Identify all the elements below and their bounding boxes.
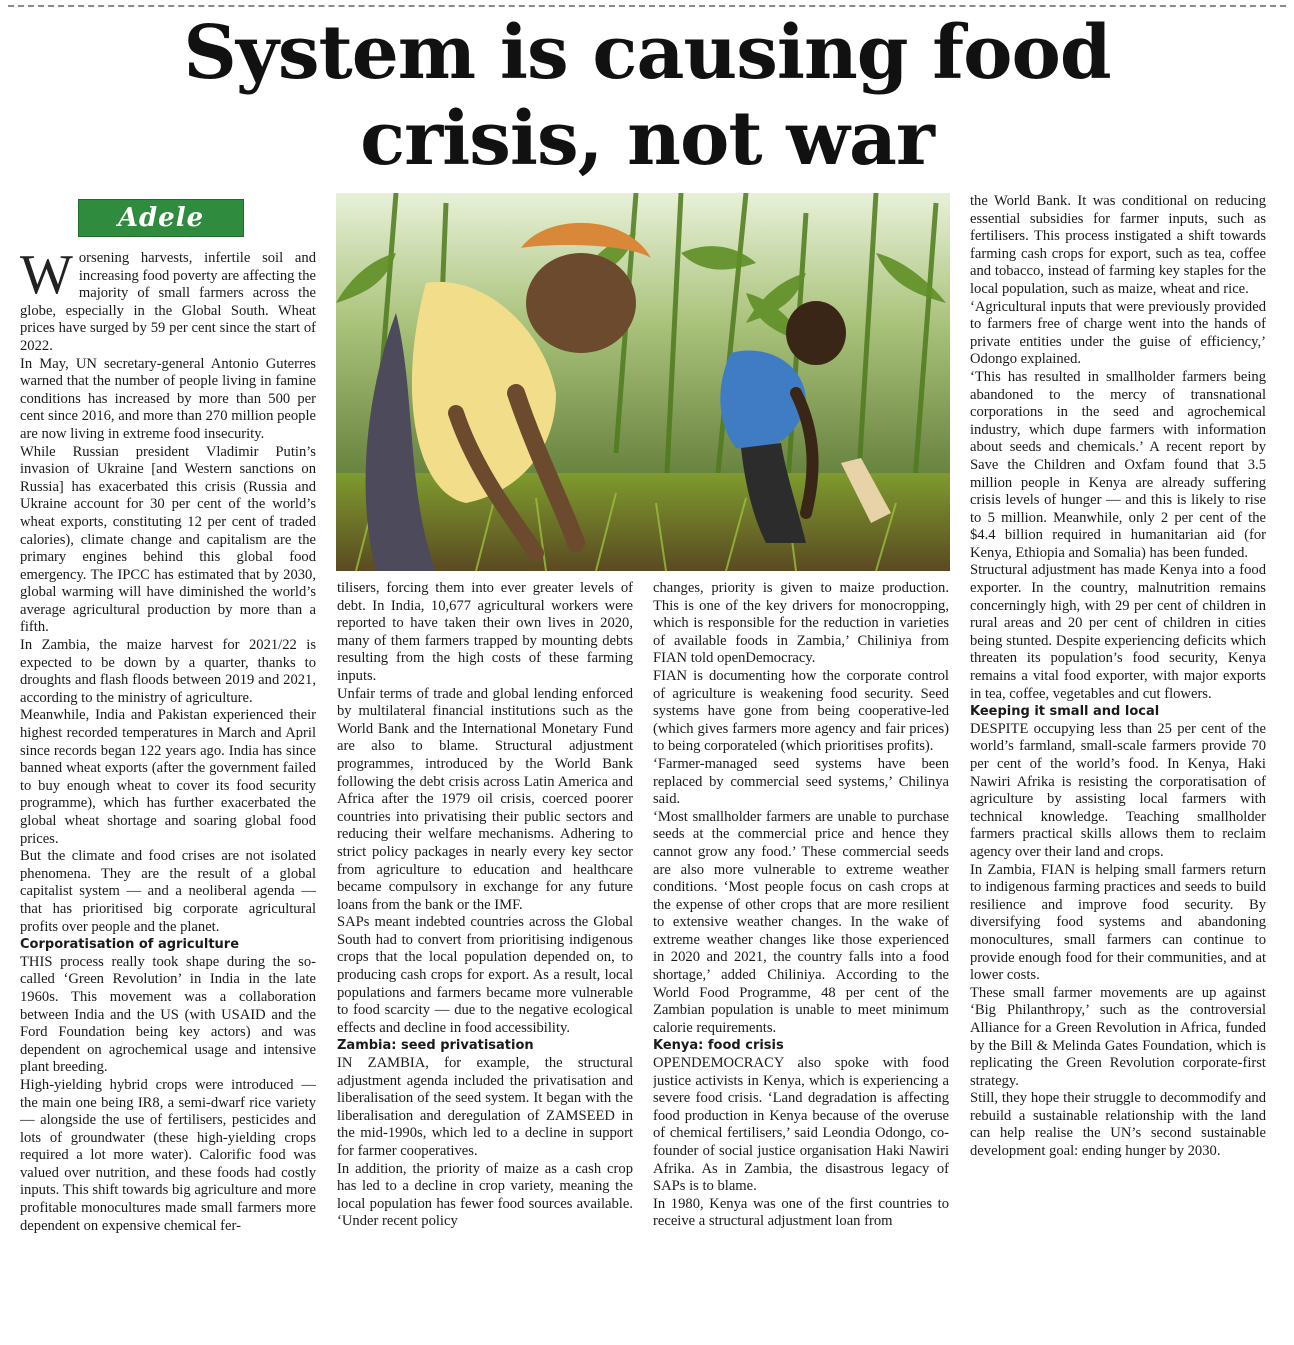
section-heading: Keeping it small and local	[970, 704, 1160, 720]
article-paragraph: But the climate and food crises are not isolated phenomena. They are the result of a global capitalist system — and a neoliberal agenda — that has prioritised big corporate agricultural profits over people and the planet.	[20, 848, 316, 935]
article-paragraph: SAPs meant indebted countries across the Global South had to convert from prioritising indigenous crops that the local population depended on, to producing cash crops for export. As a result, local populations and farmers became more vulnerable to food scarcity — due to the negative ecological effects and decline in food accessibility.	[337, 914, 633, 1036]
article-paragraph: FIAN is documenting how the corporate control of agriculture is weakening food security. Seed systems have gone from being cooperative-led (which gives farmers more agency and fair prices) to being corporateled (which prioritises profits).	[653, 667, 949, 755]
section-heading: Kenya: food crisis	[653, 1038, 784, 1054]
article-paragraph: In 1980, Kenya was one of the first countries to receive a structural adjustment loan from	[653, 1195, 949, 1230]
author-name: Adele	[117, 203, 205, 233]
paragraph-text: orsening harvests, infertile soil and increasing food poverty are affecting the majority of small farmers across the globe, especially in the Global South. Wheat prices have surged by 59 per cent since the start of 2022.	[20, 250, 316, 354]
farmers-photo	[336, 193, 950, 571]
article-paragraph: tilisers, forcing them into ever greater levels of debt. In India, 10,677 agricultural workers were reported to have taken their own lives in 2020, many of them farmers trapped by mounting debts resulting from the high costs of these farming inputs.	[337, 580, 633, 684]
farmers-photo-icon	[336, 193, 950, 571]
column-4	[970, 193, 1266, 1335]
article-paragraph: Structural adjustment has made Kenya into a food exporter. In the country, malnutrition remains concerningly high, with 29 per cent of children in rural areas and 20 per cent of children in cities being stunted. Despite experiencing deficits which threaten its population’s food security, Kenya remains a vital food exporter, with major exports in tea, coffee, vegetables and cut flowers.	[970, 562, 1266, 702]
article-paragraph: Meanwhile, India and Pakistan experienced their highest recorded temperatures in March and April since records began 122 years ago. India has since banned wheat exports (after the government failed to buy enough wheat to cover its food security programme), which has further exacerbated the global wheat shortage and soaring global food prices.	[20, 707, 316, 847]
column-3	[653, 580, 949, 1335]
section-heading: Corporatisation of agriculture	[20, 937, 240, 953]
article-paragraph: changes, priority is given to maize production. This is one of the key drivers for monocropping, which is responsible for the reduction in varieties of available foods in Zambia,’ Chiliniya from FIAN told openDemocracy.	[653, 580, 949, 667]
article-paragraph: High-yielding hybrid crops were introduced — the main one being IR8, a semi-dwarf rice variety — alongside the use of fertilisers, pesticides and lots of groundwater (these high-yielding crops required a lot more water). Calorific food was valued over nutrition, and these foods had costly inputs. This shift towards big agriculture and more profitable monocultures made small farmers more dependent on expensive chemical fer-	[20, 1076, 316, 1234]
article-paragraph: DESPITE occupying less than 25 per cent of the world’s farmland, small-scale farmers provide 70 per cent of the world’s food. In Kenya, Haki Nawiri Afrika is resisting the corporatisation of agriculture by assisting local farmers with technical knowledge. Teaching smallholder farmers practical skills allows them to reclaim agency over their land and crops.	[970, 720, 1266, 860]
article-paragraph: Still, they hope their struggle to decommodify and rebuild a sustainable relationship with the land can help realise the UN’s second sustainable development goal: ending hunger by 2030.	[970, 1090, 1266, 1160]
drop-cap: W	[20, 250, 73, 306]
top-dashed-rule	[8, 5, 1286, 7]
article-paragraph: In Zambia, FIAN is helping small farmers return to indigenous farming practices and seeds to build resilience and improve food security. By diversifying food systems and abandoning monocultures, small farmers can continue to provide enough food for their communities, and at lower costs.	[970, 861, 1266, 984]
article-paragraph	[20, 250, 316, 356]
headline-line-2: crisis, not war	[360, 96, 934, 182]
article-paragraph: ‘Agricultural inputs that were previously provided to farmers free of charge went into the hands of private entities under the guise of efficiency,’ Odongo explained.	[970, 298, 1266, 368]
article-paragraph: ‘Most smallholder farmers are unable to purchase seeds at the commercial price and hence they cannot grow any food.’ These commercial seeds are also more vulnerable to extreme weather conditions. ‘Most people focus on cash crops at the expense of other crops that are more resilient to extensive weather changes. In the wake of extreme weather changes like those experienced in 2020 and 2021, the country falls into a food shortage,’ added Chiliniya. According to the World Food Programme, 48 per cent of the Zambian population is unable to meet minimum calorie requirements.	[653, 808, 949, 1036]
section-heading: Zambia: seed privatisation	[337, 1038, 534, 1054]
column-1	[20, 250, 316, 1335]
headline-line-1: System is causing food	[183, 10, 1111, 96]
article-paragraph: ‘This has resulted in smallholder farmers being abandoned to the mercy of transnational corporations in the seed and agrochemical industry, which dupe farmers with information about seeds and chemicals.’ A recent report by Save the Children and Oxfam found that 3.5 million people in Kenya are already suffering crisis levels of hunger — and this is likely to rise to 5 million. Meanwhile, only 2 per cent of the $4.4 billion required in humanitarian aid (for Kenya, Ethiopia and Somalia) has been funded.	[970, 368, 1266, 561]
article-paragraph: THIS process really took shape during the so-called ‘Green Revolution’ in India in the late 1960s. This movement was a collaboration between India and the US (with USAID and the Ford Foundation being key actors) and was dependent on agrochemical usage and intensive plant breeding.	[20, 953, 316, 1076]
article-paragraph: While Russian president Vladimir Putin’s invasion of Ukraine [and Western sanctions on Russia] has exacerbated this crisis (Russia and Ukraine account for 30 per cent of the world’s wheat exports, constituting 12 per cent of traded calories), climate change and capitalism are the primary engines behind this global food emergency. The IPCC has estimated that by 2030, global warming will have diminished the world’s average agricultural production by more than a fifth.	[20, 443, 316, 636]
author-badge	[78, 199, 244, 237]
article-paragraph: These small farmer movements are up against ‘Big Philanthropy,’ such as the controversial Alliance for a Green Revolution in Africa, funded by the Bill & Melinda Gates Foundation, which is replicating the Green Revolution corporate-first strategy.	[970, 984, 1266, 1089]
headline	[0, 10, 1294, 182]
article-paragraph: ‘Farmer-managed seed systems have been replaced by commercial seed systems,’ Chilinya said.	[653, 755, 949, 808]
column-2	[337, 580, 633, 1335]
article-paragraph: Unfair terms of trade and global lending enforced by multilateral financial institutions such as the World Bank and the International Monetary Fund are also to blame. Structural adjustment programmes, introduced by the World Bank following the debt crisis across Latin America and Africa after the 1979 oil crisis, coerced poorer countries into privatising their public sectors and reducing their welfare mechanisms. Adhering to strict policy packages in nearly every key sector from agriculture to education and healthcare became compulsory in exchange for any future loans from the bank or the IMF.	[337, 685, 633, 913]
article-paragraph: IN ZAMBIA, for example, the structural adjustment agenda included the privatisation and liberalisation of the seed system. It began with the liberalisation and deregulation of ZAMSEED in the mid-1990s, which led to a decline in support for farmer cooperatives.	[337, 1055, 633, 1159]
article-paragraph: In addition, the priority of maize as a cash crop has led to a decline in crop variety, meaning the local population has fewer food sources available. ‘Under recent policy	[337, 1160, 633, 1230]
article-paragraph: In May, UN secretary-general Antonio Guterres warned that the number of people living in famine conditions has increased by more than 500 per cent since 2016, and more than 270 million people are now living in extreme food insecurity.	[20, 355, 316, 442]
article-paragraph: OPENDEMOCRACY also spoke with food justice activists in Kenya, which is experiencing a severe food crisis. ‘Land degradation is affecting food production in Kenya because of the overuse of chemical fertilisers,’ said Leondia Odongo, co-founder of social justice organisation Haki Nawiri Afrika. As in Zambia, the disastrous legacy of SAPs is to blame.	[653, 1055, 949, 1195]
article-paragraph: the World Bank. It was conditional on reducing essential subsidies for farmer inputs, such as fertilisers. This process instigated a shift towards farming cash crops for export, such as tea, coffee and tobacco, instead of farming key staples for the local population, such as maize, wheat and rice.	[970, 193, 1266, 297]
article-paragraph: In Zambia, the maize harvest for 2021/22 is expected to be down by a quarter, thanks to droughts and flash floods between 2019 and 2021, according to the ministry of agriculture.	[20, 637, 316, 706]
